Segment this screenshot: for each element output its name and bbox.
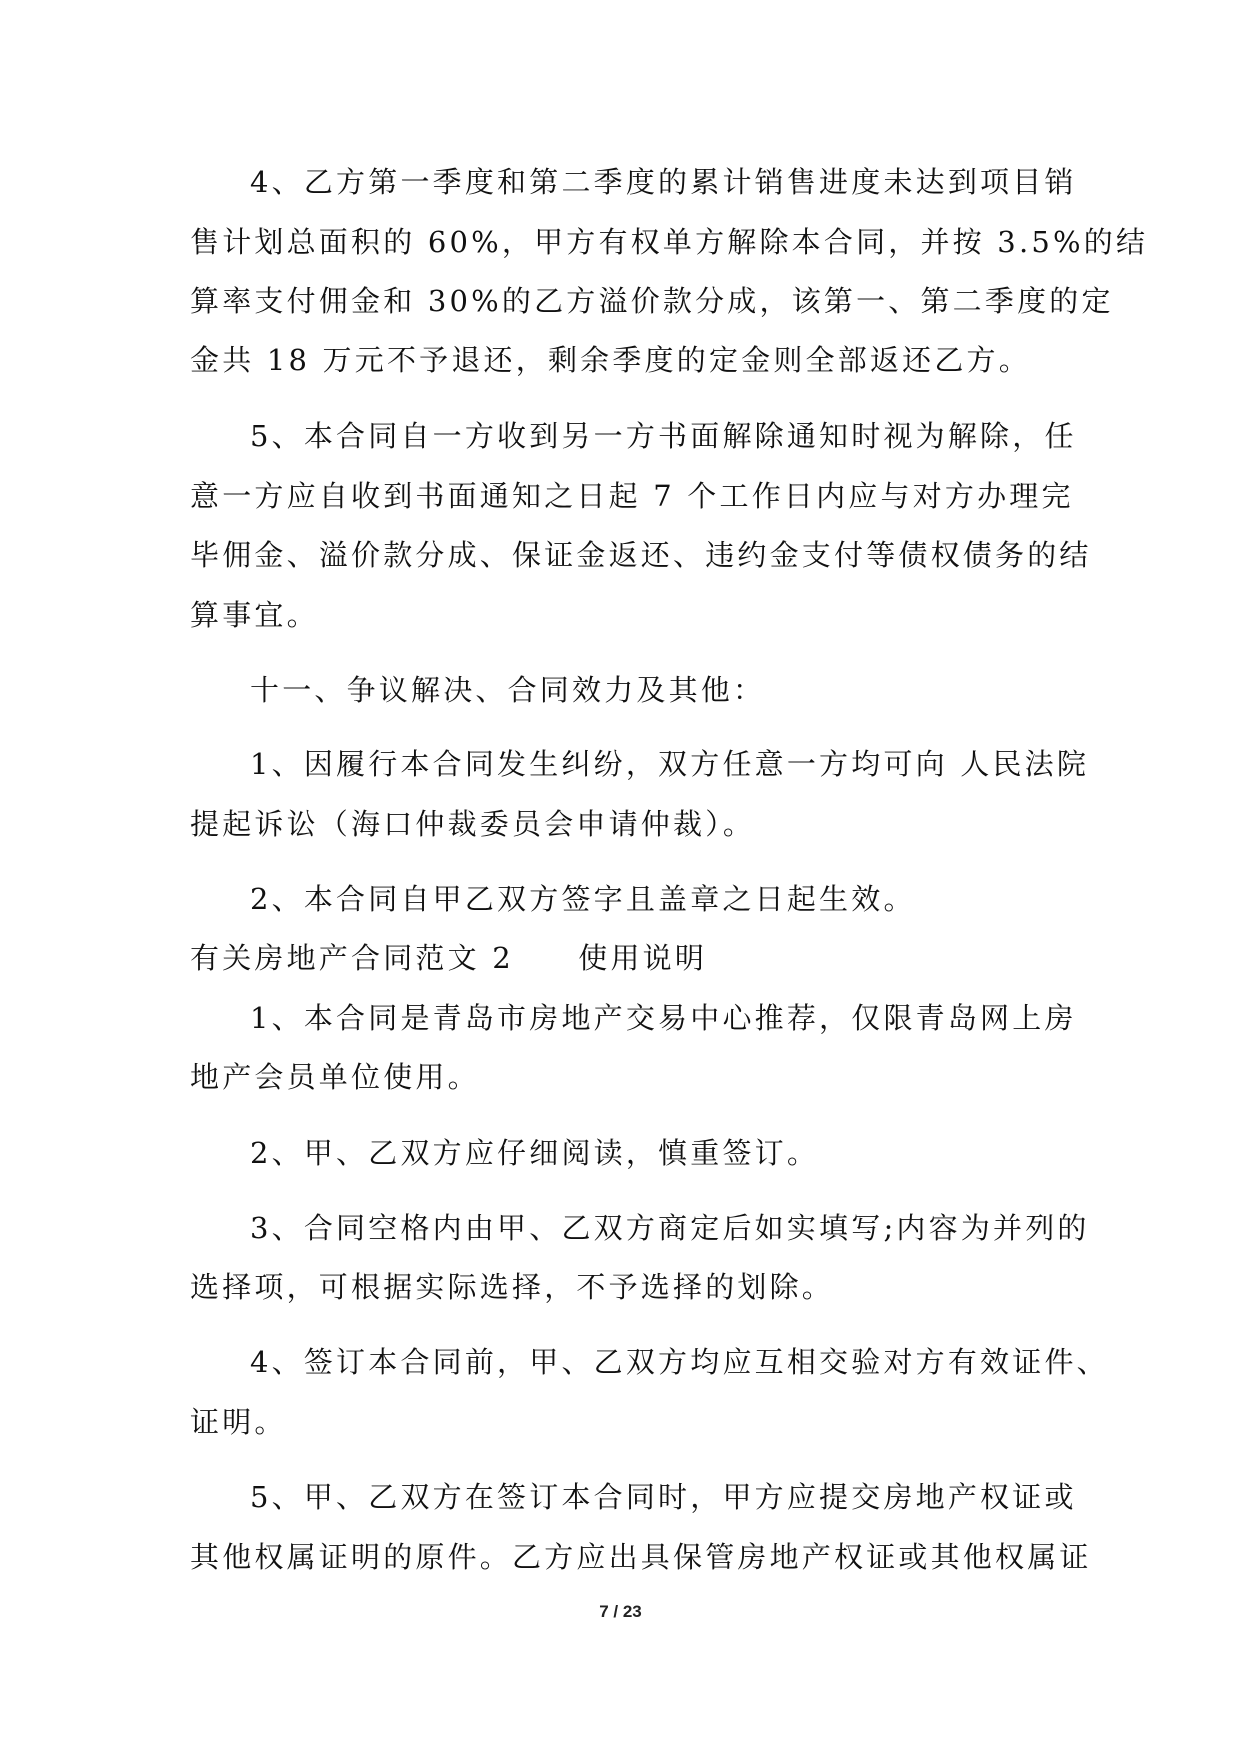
text-line: 算率支付佣金和 30%的乙方溢价款分成，该第一、第二季度的定 xyxy=(190,284,1114,318)
text-line: 提起诉讼（海口仲裁委员会申请仲裁）。 xyxy=(190,807,756,841)
text-line: 5、本合同自一方收到另一方书面解除通知时视为解除，任 xyxy=(250,419,1077,453)
section-heading: 十一、争议解决、合同效力及其他： xyxy=(250,673,766,707)
text-line: 1、本合同是青岛市房地产交易中心推荐，仅限青岛网上房 xyxy=(250,1001,1077,1035)
text-line: 4、签订本合同前，甲、乙双方均应互相交验对方有效证件、 xyxy=(250,1345,1109,1379)
document-subtitle: 有关房地产合同范文 2 使用说明 xyxy=(190,941,708,975)
text-line: 2、甲、乙双方应仔细阅读，慎重签订。 xyxy=(250,1136,820,1170)
text-line: 选择项，可根据实际选择，不予选择的划除。 xyxy=(190,1270,835,1304)
text-line: 证明。 xyxy=(190,1405,287,1439)
text-line: 地产会员单位使用。 xyxy=(190,1060,480,1094)
text-line: 4、乙方第一季度和第二季度的累计销售进度未达到项目销 xyxy=(250,165,1077,199)
page-number: 7 / 23 xyxy=(599,1602,642,1621)
text-line: 算事宜。 xyxy=(190,598,319,632)
text-line: 1、因履行本合同发生纠纷，双方任意一方均可向 人民法院 xyxy=(250,747,1090,781)
text-line: 意一方应自收到书面通知之日起 7 个工作日内应与对方办理完 xyxy=(190,479,1074,513)
text-line: 2、本合同自甲乙双方签字且盖章之日起生效。 xyxy=(250,882,916,916)
text-line: 其他权属证明的原件。乙方应出具保管房地产权证或其他权属证 xyxy=(190,1540,1092,1574)
text-line: 5、甲、乙双方在签订本合同时，甲方应提交房地产权证或 xyxy=(250,1480,1077,1514)
text-line: 金共 18 万元不予退还，剩余季度的定金则全部返还乙方。 xyxy=(190,343,1031,377)
text-line: 售计划总面积的 60%，甲方有权单方解除本合同，并按 3.5%的结 xyxy=(190,225,1149,259)
text-line: 毕佣金、溢价款分成、保证金返还、违约金支付等债权债务的结 xyxy=(190,538,1092,572)
text-line: 3、合同空格内由甲、乙双方商定后如实填写;内容为并列的 xyxy=(250,1211,1090,1245)
